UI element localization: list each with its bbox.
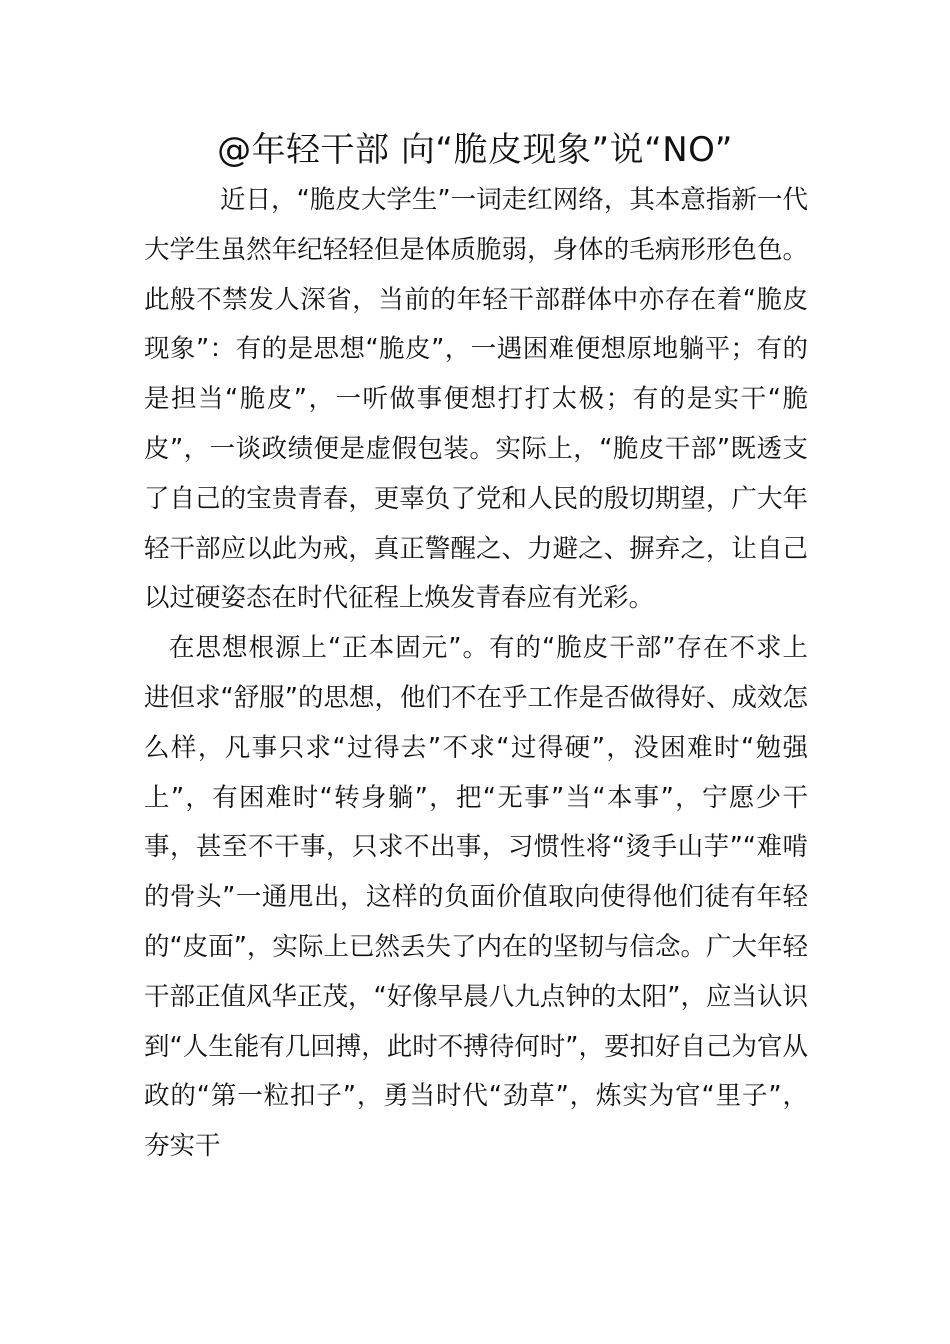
document-body [144, 176, 808, 1172]
document-title: @年轻干部 向“脆皮现象”说“NO” [217, 130, 733, 170]
paragraph-ideology: 在思想根源上“正本固元”。有的“脆皮干部”存在不求上进但求“舒服”的思想，他们不在乎工作是否做得好、成效怎么样，凡事只求“过得去”不求“过得硬”，没困难时“勉强上”，有困难时“转身躺”，把“无事”当“本事”，宁愿少干事，甚至不干事，只求不出事，习惯性将“烫手山芋”“难啃的骨头”一通甩出，这样的负面价值取向使得他们徒有年轻的“皮面”，实际上已然丢失了内在的坚韧与信念。广大年轻干部正值风华正茂，“好像早晨八九点钟的太阳”，应当认识到“人生能有几回搏，此时不搏待何时”，要扣好自己为官从政的“第一粒扣子”，勇当时代“劲草”，炼实为官“里子”，夯实干 [144, 633, 808, 1162]
paragraph-intro: 近日，“脆皮大学生”一词走红网络，其本意指新一代大学生虽然年纪轻轻但是体质脆弱，身体的毛病形形色色。此般不禁发人深省，当前的年轻干部群体中亦存在着“脆皮现象”：有的是思想“脆皮”，一遇困难便想原地躺平；有的是担当“脆皮”，一听做事便想打打太极；有的是实干“脆皮”，一谈政绩便是虚假包装。实际上，“脆皮干部”既透支了自己的宝贵青春，更辜负了党和人民的殷切期望，广大年轻干部应以此为戒，真正警醒之、力避之、摒弃之，让自己以过硬姿态在时代征程上焕发青春应有光彩。 [144, 185, 808, 614]
